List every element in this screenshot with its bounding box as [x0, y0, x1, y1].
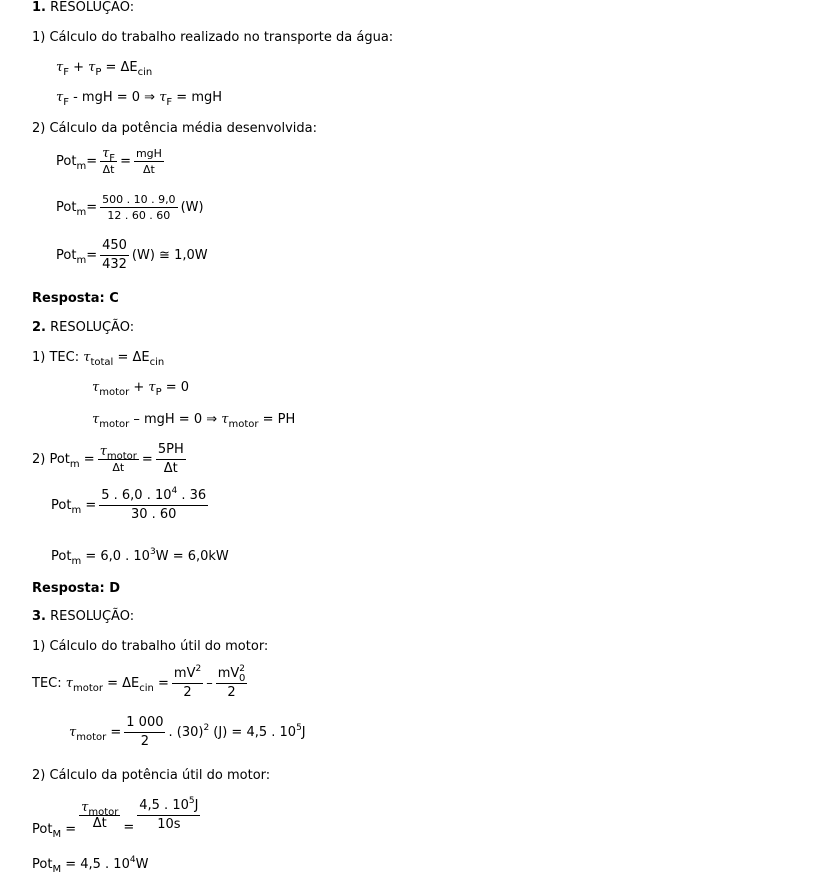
q3-step2: 2) Cálculo da potência útil do motor:: [32, 768, 271, 783]
q1-step2: 2) Cálculo da potência média desenvolvida:: [32, 121, 318, 136]
q1-eq1: $\tau_F + \tau_P = \Delta E_{cin}$: [56, 60, 153, 78]
fraction: $\tau_{motor}$ Δt: [81, 800, 119, 831]
q1-pot-eq3: Pot$_m$= $\frac{450}{432}$ (W) ≅ 1,0W: [56, 238, 208, 272]
fraction: $\frac{mV^2_0}{2}$: [217, 664, 246, 700]
q1-number: 1.: [32, 0, 46, 15]
fraction: $\frac{mV^2}{2}$: [173, 664, 202, 700]
q1-pot-eq1: Pot$_m$= $\frac{\tau_F}{\Delta t}$ = mgH Δt: [56, 146, 162, 176]
q1-eq2: $\tau_F$ - mgH = 0 ⇒ $\tau_F$ = mgH: [56, 90, 223, 108]
fraction: $\frac{5 . 6,0 . 10^4 . 36}{30 . 60}$: [101, 486, 207, 522]
q1-heading: [32, 0, 134, 16]
fraction: $\frac{450}{432}$: [102, 238, 127, 272]
fraction: $\frac{5PH}{\Delta t}$: [157, 442, 184, 476]
q3-tec-eq: TEC: $\tau_{motor} = \Delta E_{cin}$ = $\frac{mV^2}{2}$ – $\frac{mV^2_0}{2}$: [32, 664, 246, 700]
fraction: $\frac{500 . 10 . 9,0}{12 . 60 . 60}$: [102, 193, 176, 222]
fraction: $\frac{1 000}{2}$: [126, 715, 164, 749]
q1-answer: Resposta: C: [32, 291, 119, 306]
q1-heading-text: RESOLUÇÃO:: [50, 0, 135, 15]
fraction: $\frac{\tau_F}{\Delta t}$: [102, 146, 116, 176]
q2-result: Pot$_m$ = 6,0 . $10^3W = 6,0kW$: [51, 547, 229, 567]
q2-pot-numeric: Pot$_m$ = $\frac{5 . 6,0 . 10^4 . 36}{30 . 60}$: [51, 486, 207, 522]
q3-heading: 3. RESOLUÇÃO:: [32, 609, 135, 624]
q2-heading: 2. RESOLUÇÃO:: [32, 320, 135, 335]
q2-pot-fraction: 2) Pot$_m$ = $\tau_{motor}$ Δt = $\frac{5PH}{\Delta t}$: [32, 442, 184, 476]
fraction: $\frac{4,5 . 10^5J}{10s}$: [139, 796, 199, 832]
q2-eq-line3: $\tau_{motor}$ – mgH = 0 ⇒ $\tau_{motor}$ = PH: [92, 412, 296, 430]
q3-tau-motor-eq: $\tau_{motor}$ = $\frac{1 000}{2}$ . $(30)^2$ (J) = 4,5 . $10^5J$: [69, 715, 306, 749]
q2-answer: Resposta: D: [32, 581, 121, 596]
q2-tec-line: 1) TEC: $\tau_{total} = \Delta E_{cin}$: [32, 350, 165, 368]
q1-step1: 1) Cálculo do trabalho realizado no transporte da água:: [32, 30, 394, 45]
q3-step1: 1) Cálculo do trabalho útil do motor:: [32, 639, 269, 654]
q3-pot-eq: Pot$_M$ = $\tau_{motor}$ Δt = $\frac{4,5 . 10^5J}{10s}$: [32, 796, 199, 840]
q1-pot-eq2: Pot$_m$= $\frac{500 . 10 . 9,0}{12 . 60 . 60}$ (W): [56, 193, 204, 222]
q2-eq-line2: $\tau_{motor} + \tau_P = 0$: [92, 380, 190, 398]
fraction: $\tau_{motor}$ Δt: [99, 444, 137, 474]
fraction: mgH Δt: [135, 147, 162, 176]
q3-result: Pot$_M$ = 4,5 . $10^4W$: [32, 855, 149, 875]
